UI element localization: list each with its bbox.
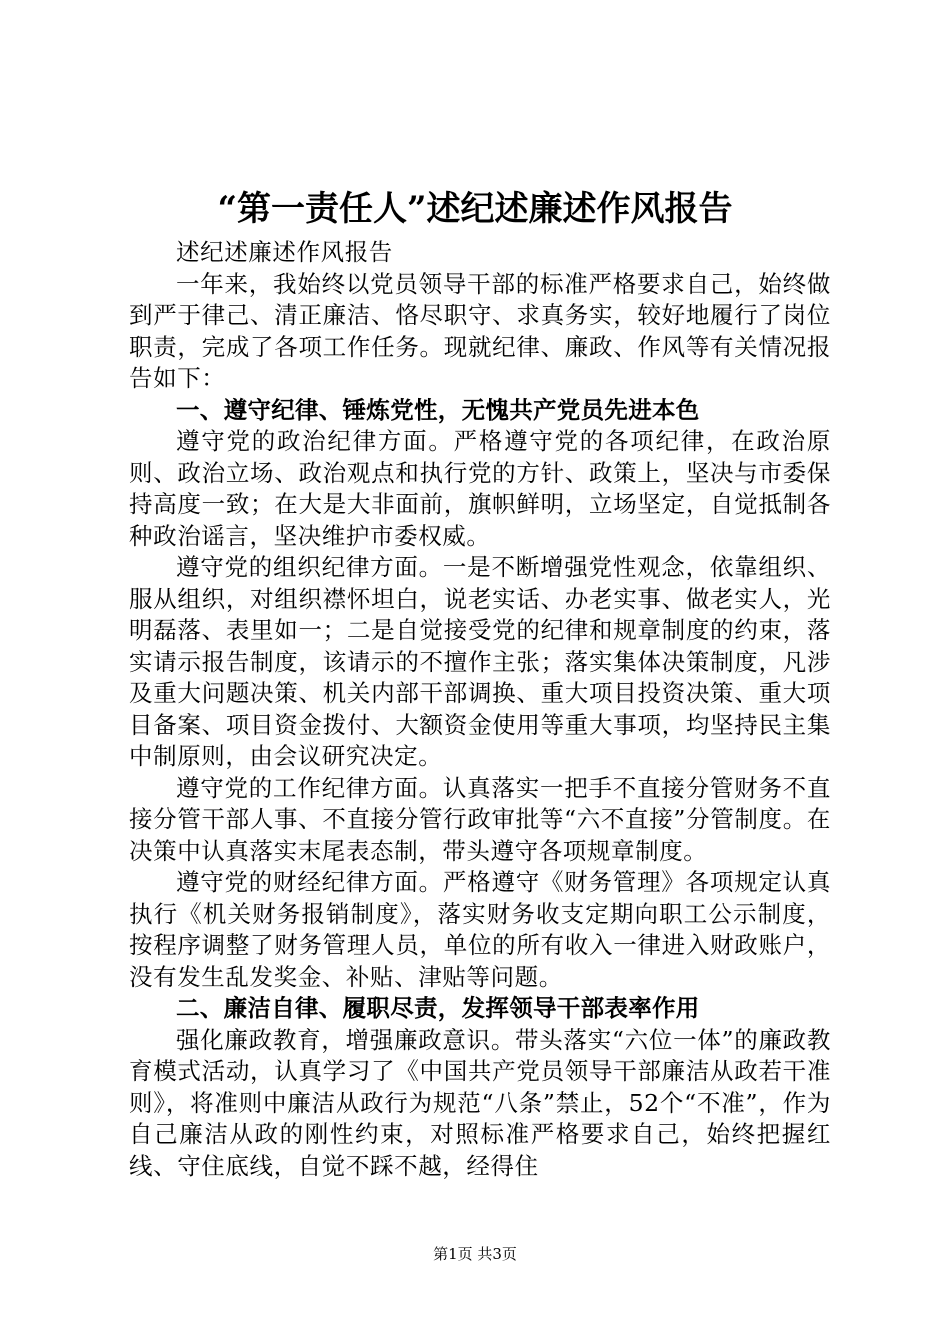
section-heading-1: 一、遵守纪律、锤炼党性，无愧共产党员先进本色 — [176, 395, 700, 424]
paragraph-financial-discipline: 遵守党的财经纪律方面。严格遵守《财务管理》各项规定认真执行《机关财务报销制度》，落实财务收支定期向职工公示制度，按程序调整了财务管理人员，单位的所有收入一律进入财政账户，没有发生乱发奖金、补贴、津贴等问题。 — [129, 868, 831, 991]
paragraph-political-discipline: 遵守党的政治纪律方面。严格遵守党的各项纪律，在政治原则、政治立场、政治观点和执行党的方针、政策上，坚决与市委保持高度一致；在大是大非面前，旗帜鲜明，立场坚定，自觉抵制各种政治谣言，坚决维护市委权威。 — [129, 427, 831, 550]
paragraph-organizational-discipline: 遵守党的组织纪律方面。一是不断增强党性观念，依靠组织、服从组织，对组织襟怀坦白，说老实话、办老实事、做老实人，光明磊落、表里如一；二是自觉接受党的纪律和规章制度的约束，落实请示报告制度，该请示的不擅作主张；落实集体决策制度，凡涉及重大问题决策、机关内部干部调换、重大项目投资决策、重大项目备案、项目资金拨付、大额资金使用等重大事项，均坚持民主集中制原则，由会议研究决定。 — [129, 553, 831, 770]
section-heading-2: 二、廉洁自律、履职尽责，发挥领导干部表率作用 — [176, 994, 700, 1022]
paragraph-integrity-education: 强化廉政教育，增强廉政意识。带头落实“六位一体”的廉政教育模式活动，认真学习了《中国共产党员领导干部廉洁从政若干准则》，将准则中廉洁从政行为规范“八条”禁止，52个“不准”，作为自己廉洁从政的刚性约束，对照标准严格要求自己，始终把握红线、守住底线，自觉不踩不越，经得住 — [129, 1025, 831, 1180]
document-title: “第一责任人”述纪述廉述作风报告 — [217, 189, 733, 229]
paragraph-subtitle: 述纪述廉述作风报告 — [176, 238, 393, 266]
page-footer: 第1页 共3页 — [433, 1245, 517, 1263]
paragraph-intro: 一年来，我始终以党员领导干部的标准严格要求自己，始终做到严于律己、清正廉洁、恪尽职守、求真务实，较好地履行了岗位职责，完成了各项工作任务。现就纪律、廉政、作风等有关情况报告如下： — [129, 269, 831, 392]
paragraph-work-discipline: 遵守党的工作纪律方面。认真落实一把手不直接分管财务不直接分管干部人事、不直接分管行政审批等“六不直接”分管制度。在决策中认真落实末尾表态制，带头遵守各项规章制度。 — [129, 773, 831, 865]
document-body — [129, 237, 831, 1182]
